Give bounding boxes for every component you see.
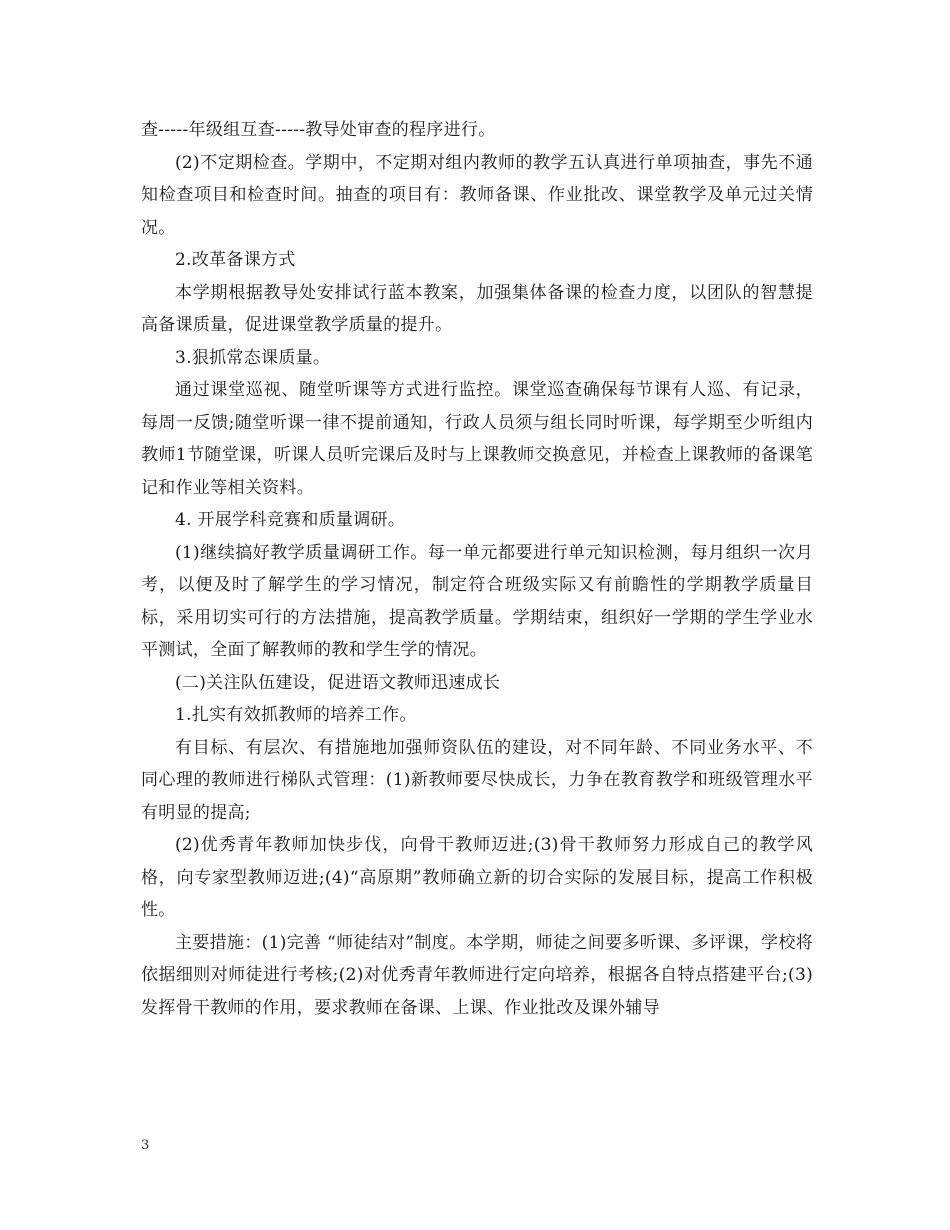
- document-body: [141, 114, 813, 1024]
- section-heading: 4. 开展学科竞赛和质量调研。: [175, 510, 406, 530]
- paragraph: 主要措施：(1)完善 “师徒结对”制度。本学期，师徒之间要多听课、多评课，学校将依据细则对师徒进行考核;(2)对优秀青年教师进行定向培养，根据各自特点搭建平台;(3)发挥骨干教师的作用，要求教师在备课、上课、作业批改及课外辅导: [141, 932, 813, 1018]
- paragraph: 查-----年级组互查-----教导处审查的程序进行。: [141, 120, 496, 140]
- section-heading: 1.扎实有效抓教师的培养工作。: [175, 705, 417, 725]
- paragraph: 有目标、有层次、有措施地加强师资队伍的建设，对不同年龄、不同业务水平、不同心理的教师进行梯队式管理：(1)新教师要尽快成长，力争在教育教学和班级管理水平有明显的提高;: [141, 737, 813, 823]
- paragraph: (2)不定期检查。学期中，不定期对组内教师的教学五认真进行单项抽查，事先不通知检查项目和检查时间。抽查的项目有：教师备课、作业批改、课堂教学及单元过关情况。: [141, 152, 813, 238]
- paragraph: 本学期根据教导处安排试行蓝本教案，加强集体备课的检查力度，以团队的智慧提高备课质量，促进课堂教学质量的提升。: [141, 282, 813, 335]
- section-heading: 2.改革备课方式: [175, 250, 296, 270]
- paragraph: 通过课堂巡视、随堂听课等方式进行监控。课堂巡查确保每节课有人巡、有记录，每周一反馈;随堂听课一律不提前通知，行政人员须与组长同时听课，每学期至少听组内教师1节随堂课，听课人员听完课后及时与上课教师交换意见，并检查上课教师的备课笔记和作业等相关资料。: [141, 380, 813, 498]
- section-heading: 3.狠抓常态课质量。: [175, 347, 331, 368]
- paragraph: (1)继续搞好教学质量调研工作。每一单元都要进行单元知识检测，每月组织一次月考，以便及时了解学生的学习情况，制定符合班级实际又有前瞻性的学期教学质量目标，采用切实可行的方法措施，提高教学质量。学期结束，组织好一学期的学生学业水平测试，全面了解教师的教和学生学的情况。: [141, 542, 813, 660]
- section-heading: (二)关注队伍建设，促进语文教师迅速成长: [175, 672, 501, 693]
- paragraph: (2)优秀青年教师加快步伐，向骨干教师迈进;(3)骨干教师努力形成自己的教学风格，向专家型教师迈进;(4)“高原期”教师确立新的切合实际的发展目标，提高工作积极性。: [141, 835, 813, 920]
- page-number: 3: [141, 1138, 150, 1153]
